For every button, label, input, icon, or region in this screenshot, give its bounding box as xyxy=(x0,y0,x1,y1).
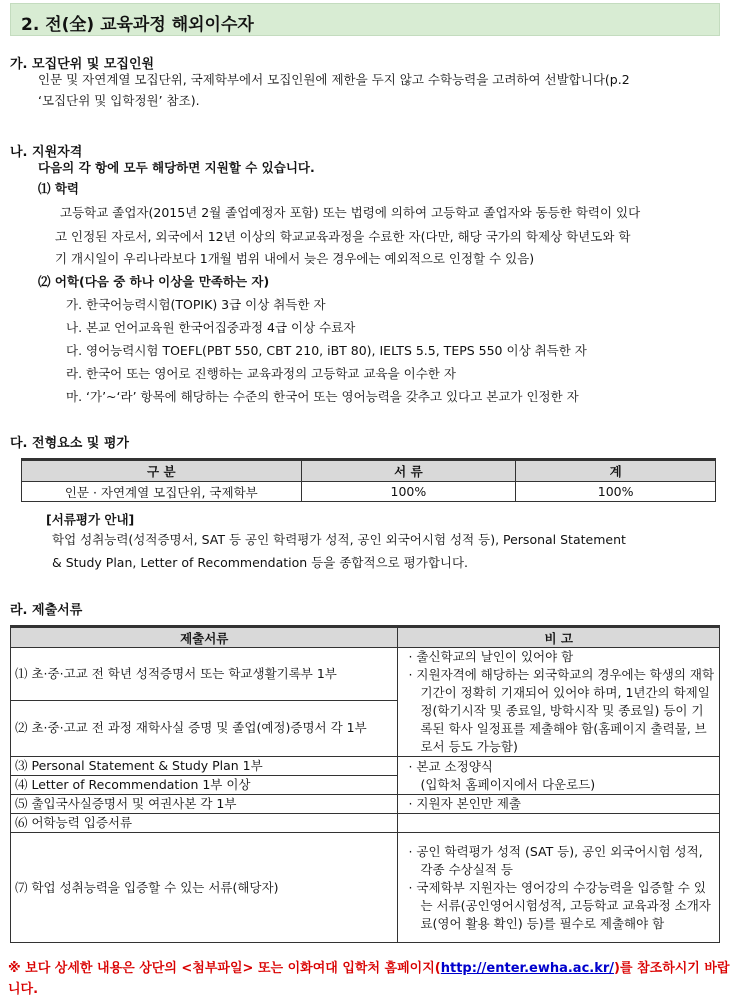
evaluation-header-documents: 서 류 xyxy=(301,460,516,482)
eligibility-item1-line1: 고등학교 졸업자(2015년 2월 졸업예정자 포함) 또는 법령에 의하여 고등학교 졸업자와 동등한 학력이 있다 xyxy=(60,205,641,220)
page-title: 2. 전(全) 교육과정 해외이수자 xyxy=(21,15,254,35)
document-item: ⑴ 초·중·고교 전 학년 성적증명서 또는 학교생활기록부 1부 xyxy=(11,648,398,701)
document-evaluation-guide-title: [서류평가 안내] xyxy=(46,512,135,527)
table-row xyxy=(22,482,716,502)
table-row xyxy=(11,814,720,833)
remark-text: · 국제학부 지원자는 영어강의 수강능력을 입증할 수 있는 서류(공인영어시험성적, 고등학교 교육과정 소개자료(영어 활용 확인) 등)를 필수로 제출해야 함 xyxy=(408,879,711,931)
section-title-bar xyxy=(10,3,720,36)
document-evaluation-guide-line1: 학업 성취능력(성적증명서, SAT 등 공인 학력평가 성적, 공인 외국어시험 성적 등), Personal Statement xyxy=(52,532,626,547)
remark-text: · 공인 학력평가 성적 (SAT 등), 공인 외국어시험 성적, 각종 수상실적 등 xyxy=(408,843,703,877)
table-row xyxy=(11,648,720,701)
document-item: ⑸ 출입국사실증명서 및 여권사본 각 1부 xyxy=(11,795,398,814)
heading-evaluation: 다. 전형요소 및 평가 xyxy=(10,436,129,451)
document-item: ⑹ 어학능력 입증서류 xyxy=(11,814,398,833)
language-requirement-item: 라. 한국어 또는 영어로 진행하는 교육과정의 고등학교 교육을 이수한 자 xyxy=(66,366,456,381)
recruitment-text-line1: 인문 및 자연계열 모집단위, 국제학부에서 모집인원에 제한을 두지 않고 수학능력을 고려하여 선발합니다(p.2 xyxy=(38,72,630,87)
evaluation-cell-documents: 100% xyxy=(301,482,516,502)
document-remark-empty xyxy=(398,814,720,833)
table-row xyxy=(11,795,720,814)
document-evaluation-guide-line2: & Study Plan, Letter of Recommendation 등을 종합적으로 평가합니다. xyxy=(52,555,469,570)
evaluation-table xyxy=(21,458,716,502)
heading-eligibility: 나. 지원자격 xyxy=(10,145,83,160)
document-remark xyxy=(398,648,720,757)
remark-text: · 본교 소정양식 xyxy=(408,758,493,774)
document-item: ⑵ 초·중·고교 전 과정 재학사실 증명 및 졸업(예정)증명서 각 1부 xyxy=(11,700,398,756)
footer-note-text-end: )를 참조하시기 바랍니다. xyxy=(8,961,730,997)
recruitment-text-line2: ‘모집단위 및 입학정원’ 참조). xyxy=(38,93,200,108)
footer-note-text: ※ 보다 상세한 내용은 상단의 <첨부파일> 또는 이화여대 입학처 홈페이지( xyxy=(8,961,441,976)
document-item: ⑷ Letter of Recommendation 1부 이상 xyxy=(11,776,398,795)
documents-header-remarks: 비 고 xyxy=(398,627,720,648)
heading-recruitment-unit: 가. 모집단위 및 모집인원 xyxy=(10,57,155,72)
evaluation-header-total: 계 xyxy=(516,460,716,482)
document-remark xyxy=(398,795,720,814)
table-row xyxy=(11,833,720,943)
remark-text: · 출신학교의 날인이 있어야 함 xyxy=(408,649,574,664)
language-requirement-item: 나. 본교 언어교육원 한국어집중과정 4급 이상 수료자 xyxy=(66,320,356,335)
evaluation-cell-total: 100% xyxy=(516,482,716,502)
evaluation-header-category: 구 분 xyxy=(22,460,302,482)
eligibility-item1-line3: 기 개시일이 우리나라보다 1개월 범위 내에서 늦은 경우에는 예외적으로 인정할 수 있음) xyxy=(55,251,535,266)
documents-header-name: 제출서류 xyxy=(11,627,398,648)
remark-text: · 지원자 본인만 제출 xyxy=(408,796,521,811)
document-item: ⑶ Personal Statement & Study Plan 1부 xyxy=(11,757,398,776)
remark-text: · 지원자격에 해당하는 외국학교의 경우에는 학생의 재학기간이 정확히 기재되어 있어야 하며, 1년간의 학제일정(학기시작 및 종료일, 방학시작 및 종료일) 등이 기록된 학사 일정표를 제출해야 함(홈페이지 출력물, 브로서 등도 가능함) xyxy=(408,667,715,754)
language-requirement-item: 다. 영어능력시험 TOEFL(PBT 550, CBT 210, iBT 80), IELTS 5.5, TEPS 550 이상 취득한 자 xyxy=(66,343,587,358)
language-requirement-item: 마. ‘가’~‘라’ 항목에 해당하는 수준의 한국어 또는 영어능력을 갖추고 있다고 본교가 인정한 자 xyxy=(66,389,579,404)
footer-note xyxy=(8,958,733,1000)
evaluation-cell-category: 인문 · 자연계열 모집단위, 국제학부 xyxy=(22,482,302,502)
eligibility-item1-title: ⑴ 학력 xyxy=(38,181,80,196)
eligibility-item1-line2: 고 인정된 자로서, 외국에서 12년 이상의 학교교육과정을 수료한 자(다만, 해당 국가의 학제상 학년도와 학 xyxy=(55,229,631,244)
document-remark xyxy=(398,833,720,943)
eligibility-intro: 다음의 각 항에 모두 해당하면 지원할 수 있습니다. xyxy=(38,160,315,175)
admission-homepage-link[interactable]: http://enter.ewha.ac.kr/ xyxy=(440,961,615,976)
remark-text: (입학처 홈페이지에서 다운로드) xyxy=(420,776,596,792)
heading-required-documents: 라. 제출서류 xyxy=(10,603,83,618)
document-remark xyxy=(398,757,720,795)
table-row xyxy=(11,757,720,776)
eligibility-item2-title: ⑵ 어학(다음 중 하나 이상을 만족하는 자) xyxy=(38,274,270,289)
document-item: ⑺ 학업 성취능력을 입증할 수 있는 서류(해당자) xyxy=(11,833,398,943)
required-documents-table xyxy=(10,625,720,943)
language-requirement-item: 가. 한국어능력시험(TOPIK) 3급 이상 취득한 자 xyxy=(66,297,326,312)
